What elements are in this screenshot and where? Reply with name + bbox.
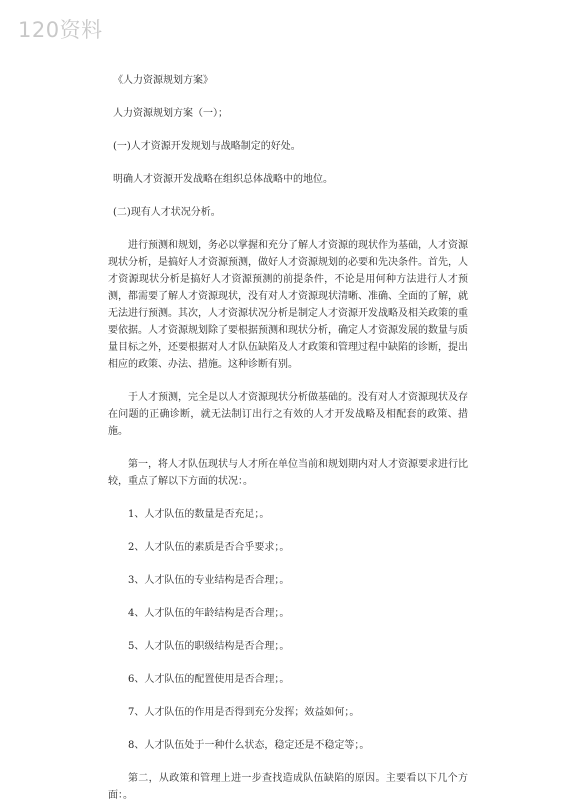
list-item: 3、人才队伍的专业结构是否合理；。 <box>128 575 290 586</box>
document-body <box>108 72 468 804</box>
section-1-heading: (一)人才资源开发规划与战略制定的好处。 <box>113 141 301 152</box>
list-item: 6、人才队伍的配置使用是否合理；。 <box>128 674 290 685</box>
section-2-heading: (二)现有人才状况分析。 <box>113 207 221 218</box>
list-item: 5、人才队伍的职级结构是否合理；。 <box>128 641 290 652</box>
paragraph-2: 于人才预测，完全是以人才资源现状分析做基础的。没有对人才资源现状及存在问题的正确诊断，就无法制订出行之有效的人才开发战略及相配套的政策、措施。 <box>108 392 468 437</box>
list-item: 2、人才队伍的素质是否合乎要求；。 <box>128 542 290 553</box>
list-item: 8、人才队伍处于一种什么状态，稳定还是不稳定等；。 <box>128 740 370 751</box>
document-subtitle: 人力资源规划方案（一）； <box>113 108 228 119</box>
list-item: 4、人才队伍的年龄结构是否合理；。 <box>128 608 290 619</box>
watermark-logo: 120资料 <box>18 18 103 42</box>
document-title: 《人力资源规划方案》 <box>113 75 213 86</box>
paragraph-4: 第二，从政策和管理上进一步查找造成队伍缺陷的原因。主要看以下几个方面：。 <box>108 773 468 801</box>
paragraph-1: 进行预测和规划，务必以掌握和充分了解人才资源的现状作为基础，人才资源现状分析，是搞好人才资源预测，做好人才资源规划的必要和先决条件。首先，人才资源现状分析是搞好人才资源预测的前提条件，不论是用何种方法进行人才预测，都需要了解人才资源现状，没有对人才资源现状清晰、准确、全面的了解，就无法进行预测。其次，人才资源状况分析是制定人才资源开发战略及相关政策的重要依据。人才资源规划除了要根据预测和现状分析，确定人才资源发展的数量与质量目标之外，还要根据对人才队伍缺陷及人才政策和管理过程中缺陷的诊断，提出相应的政策、办法、措施。这种诊断有别。 <box>108 240 468 370</box>
list-item: 7、人才队伍的作用是否得到充分发挥；效益如何；。 <box>128 707 360 718</box>
section-1-text: 明确人才资源开发战略在组织总体战略中的地位。 <box>113 174 333 185</box>
list-item: 1、人才队伍的数量是否充足；。 <box>128 509 270 520</box>
paragraph-3: 第一，将人才队伍现状与人才所在单位当前和规划期内对人才资源要求进行比较，重点了解以下方面的状况：。 <box>108 459 468 487</box>
